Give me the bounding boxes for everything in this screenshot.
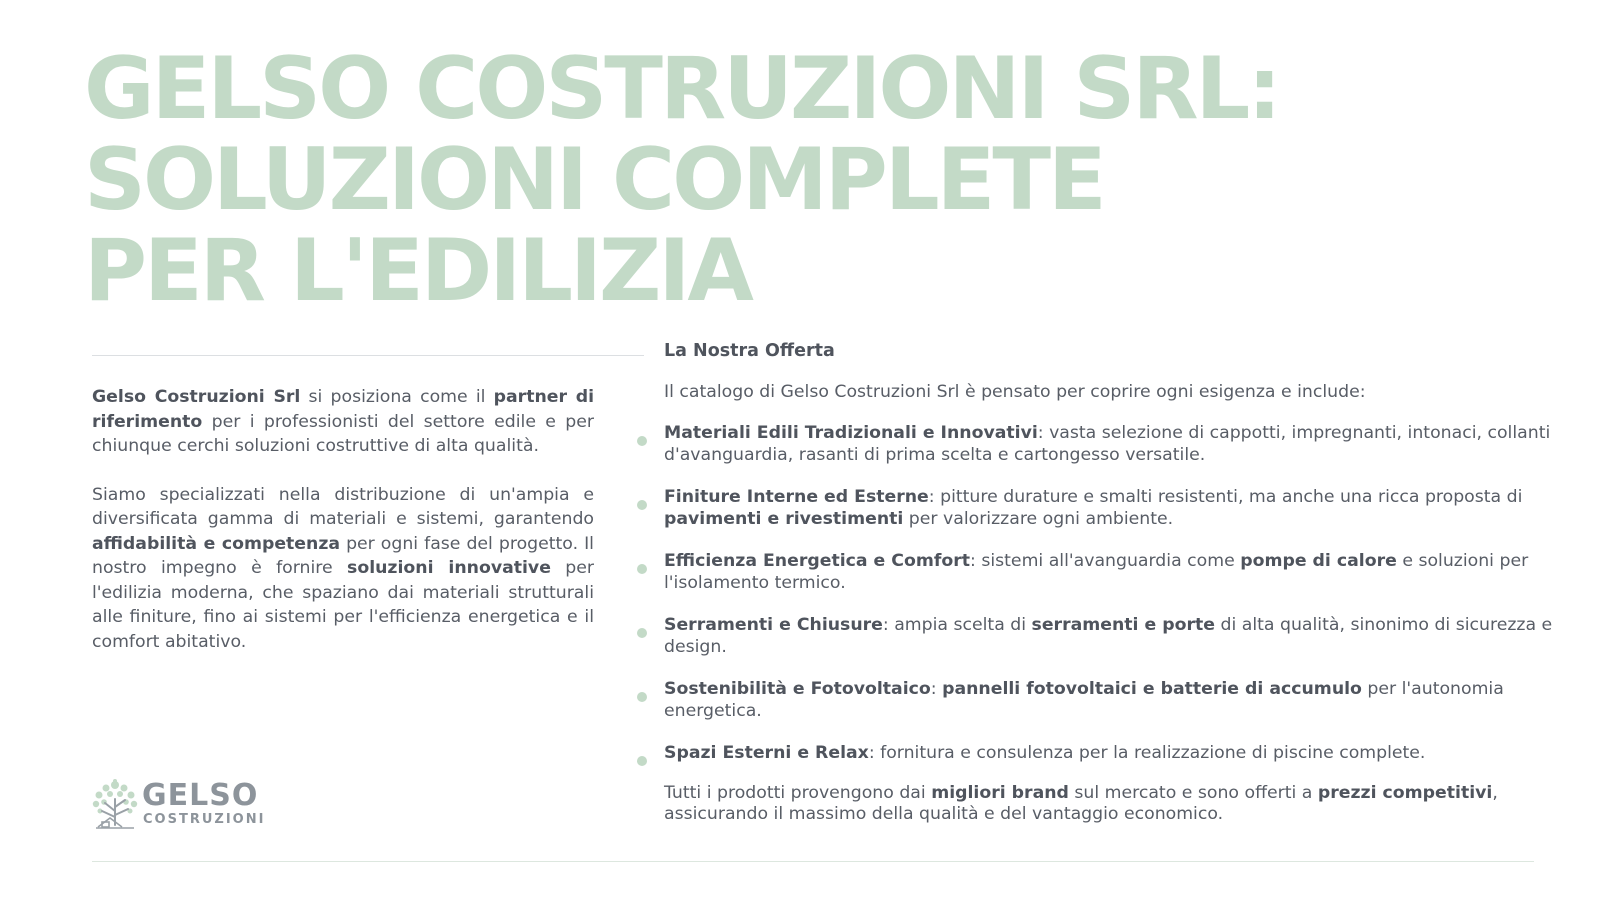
list-item [664, 679, 1554, 722]
emphasis: affidabilità e competenza [92, 533, 341, 554]
section-heading: La Nostra Offerta [664, 341, 835, 361]
top-divider [92, 355, 644, 356]
item-title: Spazi Esterni e Relax [664, 743, 869, 763]
text: per l'edilizia moderna, che spaziano dai materiali strutturali alle finiture, fino ai sistemi per l'efficienza energetica e il comfort abitativo. [92, 558, 595, 652]
item-title: Efficienza Energetica e Comfort [664, 551, 971, 571]
bullet-icon [637, 628, 647, 638]
emphasis: soluzioni innovative [347, 558, 551, 578]
company-logo [90, 777, 280, 831]
item-title: Materiali Edili Tradizionali e Innovativi [664, 423, 1038, 443]
logo-subtitle: COSTRUZIONI [143, 812, 266, 827]
offer-closing [664, 783, 1554, 826]
title-line-2: SOLUZIONI COMPLETE [84, 130, 1104, 230]
company-name: Gelso Costruzioni Srl [92, 387, 301, 407]
emphasis: prezzi competitivi [1317, 782, 1493, 803]
list-item [664, 551, 1554, 594]
bullet-icon [637, 500, 647, 510]
text: per valorizzare ogni ambiente. [903, 508, 1174, 529]
text: Tutti i prodotti provengono dai [664, 782, 932, 803]
offer-section [664, 341, 1554, 826]
bullet-icon [637, 436, 647, 446]
list-item [664, 615, 1554, 658]
bottom-divider [92, 861, 1534, 862]
text: : pitture durature e smalti resistenti, ma anche una ricca proposta di [928, 487, 1523, 507]
text: : ampia scelta di [882, 615, 1032, 635]
list-item [664, 423, 1554, 466]
offer-list [664, 423, 1554, 765]
intro-column [92, 385, 594, 654]
emphasis: pompe di calore [1240, 551, 1397, 571]
text: , assicurando il massimo della qualità e del vantaggio economico. [664, 782, 1498, 824]
offer-intro: Il catalogo di Gelso Costruzioni Srl è pensato per coprire ogni esigenza e include: [664, 381, 1366, 402]
text: per i professionisti del settore edile e per chiunque cerchi soluzioni costruttive di alta qualità. [92, 411, 594, 456]
text: sul mercato e sono offerti a [1068, 782, 1318, 803]
logo-wordmark: GELSO [142, 778, 259, 813]
emphasis: serramenti e porte [1031, 615, 1215, 635]
title-line-1: GELSO COSTRUZIONI SRL: [84, 39, 1279, 139]
page-title [84, 39, 1504, 321]
text: e soluzioni per l'isolamento termico. [664, 551, 1529, 593]
bullet-icon [637, 756, 647, 766]
list-item [664, 487, 1554, 530]
title-line-3: PER L'EDILIZIA [84, 221, 751, 321]
text: di alta qualità, sinonimo di sicurezza e design. [664, 615, 1553, 657]
intro-paragraph-1 [92, 385, 594, 459]
list-item [664, 743, 1554, 765]
text: : fornitura e consulenza per la realizzazione di piscine complete. [868, 743, 1426, 763]
text: per ogni fase del progetto. Il nostro impegno è fornire [92, 533, 594, 578]
bullet-icon [637, 692, 647, 702]
emphasis: pavimenti e rivestimenti [664, 508, 904, 529]
text: : sistemi all'avanguardia come [970, 551, 1241, 571]
text: Siamo specializzati nella distribuzione di un'ampia e diversificata gamma di materiali e sistemi, garantendo [92, 484, 594, 529]
text: : [930, 679, 943, 699]
text: : vasta selezione di cappotti, impregnanti, intonaci, collanti d'avanguardia, rasanti di prima scelta e cartongesso versatile. [664, 423, 1551, 465]
text: per l'autonomia energetica. [664, 679, 1504, 721]
emphasis: migliori brand [931, 782, 1069, 803]
text: si posiziona come il [300, 387, 494, 407]
item-title: Serramenti e Chiusure [664, 615, 883, 635]
bullet-icon [637, 564, 647, 574]
emphasis: partner di riferimento [92, 387, 595, 432]
item-title: Finiture Interne ed Esterne [664, 487, 929, 507]
intro-paragraph-2 [92, 483, 594, 655]
item-title: Sostenibilità e Fotovoltaico [664, 679, 931, 699]
emphasis: pannelli fotovoltaici e batterie di accumulo [942, 679, 1362, 699]
tree-icon [90, 777, 140, 831]
